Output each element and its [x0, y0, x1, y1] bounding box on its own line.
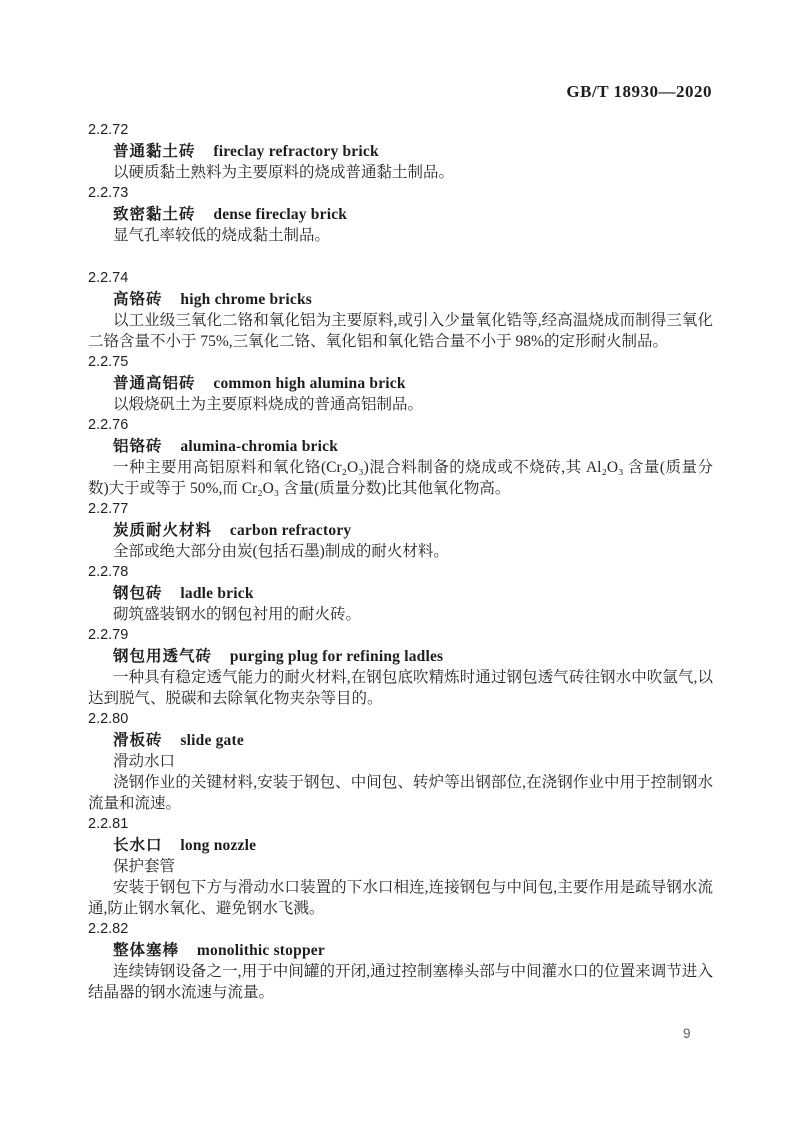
- entry-definition: 以硬质黏土熟料为主要原料的烧成普通黏土制品。: [113, 164, 455, 181]
- entry-definition: 以煅烧矾土为主要原料烧成的普通高铝制品。: [113, 396, 424, 413]
- term-english: carbon refractory: [229, 522, 352, 539]
- term-chinese: 钢包用透气砖: [113, 648, 213, 665]
- term-chinese: 普通黏土砖: [113, 143, 196, 160]
- term-entry: [88, 415, 713, 499]
- term-entry: [88, 562, 713, 625]
- page-header: [566, 82, 712, 102]
- term-english: alumina-chromia brick: [180, 438, 339, 455]
- entry-number: 2.2.75: [88, 354, 129, 370]
- term-chinese: 铝铬砖: [113, 438, 163, 455]
- term-entry: [88, 120, 713, 183]
- term-english: long nozzle: [180, 837, 257, 854]
- entry-term: [88, 730, 713, 751]
- entry-number: 2.2.79: [88, 627, 129, 643]
- entry-term: [88, 835, 713, 856]
- page-number: 9: [683, 1026, 691, 1041]
- term-chinese: 长水口: [113, 837, 163, 854]
- entry-definition: 连续铸钢设备之一,用于中间罐的开闭,通过控制塞棒头部与中间灌水口的位置来调节进入结晶器的钢水流速与流量。: [88, 963, 713, 1001]
- entry-definition: 显气孔率较低的烧成黏土制品。: [113, 227, 331, 244]
- term-entry: [88, 919, 713, 1003]
- term-english: common high alumina brick: [213, 375, 406, 392]
- entry-definition: 以工业级三氧化二铬和氧化铝为主要原料,或引入少量氧化锆等,经高温烧成而制得三氧化二铬含量不小于 75%,三氧化二铬、氧化铝和氧化锆合量不小于 98%的定形耐火制品。: [88, 312, 713, 350]
- entry-number: 2.2.82: [88, 921, 129, 937]
- entry-number: 2.2.78: [88, 564, 129, 580]
- term-chinese: 炭质耐火材料: [113, 522, 213, 539]
- term-english: monolithic stopper: [196, 942, 325, 959]
- entry-term: [88, 646, 713, 667]
- term-english: slide gate: [180, 732, 244, 749]
- term-chinese: 钢包砖: [113, 585, 163, 602]
- entry-number: 2.2.81: [88, 816, 129, 832]
- term-entry: [88, 625, 713, 709]
- entry-term: [88, 289, 713, 310]
- term-chinese: 滑板砖: [113, 732, 163, 749]
- entry-definition: 全部或绝大部分由炭(包括石墨)制成的耐火材料。: [113, 543, 449, 560]
- entry-number: 2.2.74: [88, 270, 129, 286]
- term-chinese: 致密黏土砖: [113, 206, 196, 223]
- entry-number: 2.2.80: [88, 711, 129, 727]
- entry-number: 2.2.73: [88, 185, 129, 201]
- term-english: ladle brick: [180, 585, 254, 602]
- term-entry: [88, 499, 713, 562]
- term-chinese: 普通高铝砖: [113, 375, 196, 392]
- entry-definition: 一种主要用高铝原料和氧化铬(Cr₂O₃)混合料制备的烧成或不烧砖,其 Al₂O₃ 含量(质量分数)大于或等于 50%,而 Cr₂O₃ 含量(质量分数)比其他氧化物高。: [88, 459, 713, 497]
- entry-term: [88, 583, 713, 604]
- entry-term: [88, 373, 713, 394]
- term-chinese: 整体塞棒: [113, 942, 180, 959]
- entry-definition: 安装于钢包下方与滑动水口装置的下水口相连,连接钢包与中间包,主要作用是疏导钢水流通,防止钢水氧化、避免钢水飞溅。: [88, 879, 713, 917]
- term-english: high chrome bricks: [180, 291, 313, 308]
- entry-definition: 一种具有稳定透气能力的耐火材料,在钢包底吹精炼时通过钢包透气砖往钢水中吹氩气,以达到脱气、脱碳和去除氧化物夹杂等目的。: [88, 669, 713, 707]
- entry-definition: 浇钢作业的关键材料,安装于钢包、中间包、转炉等出钢部位,在浇钢作业中用于控制钢水流量和流速。: [88, 774, 713, 812]
- entry-term: [88, 520, 713, 541]
- term-entry: [88, 183, 713, 246]
- terms-section: [88, 120, 713, 1003]
- term-entry: [88, 268, 713, 352]
- term-entry: [88, 352, 713, 415]
- term-english: purging plug for refining ladles: [229, 648, 444, 665]
- standard-code: GB/T 18930—2020: [566, 82, 712, 101]
- term-entry: [88, 709, 713, 814]
- entry-term: [88, 204, 713, 225]
- entry-number: 2.2.77: [88, 501, 129, 517]
- term-synonym: 滑动水口: [113, 753, 176, 770]
- term-english: fireclay refractory brick: [213, 143, 379, 160]
- entry-definition: 砌筑盛装钢水的钢包衬用的耐火砖。: [113, 606, 362, 623]
- entry-term: [88, 940, 713, 961]
- term-english: dense fireclay brick: [213, 206, 348, 223]
- term-synonym: 保护套管: [113, 858, 176, 875]
- entry-number: 2.2.72: [88, 122, 129, 138]
- term-chinese: 高铬砖: [113, 291, 163, 308]
- entry-term: [88, 141, 713, 162]
- term-entry: [88, 814, 713, 919]
- entry-number: 2.2.76: [88, 417, 129, 433]
- entry-term: [88, 436, 713, 457]
